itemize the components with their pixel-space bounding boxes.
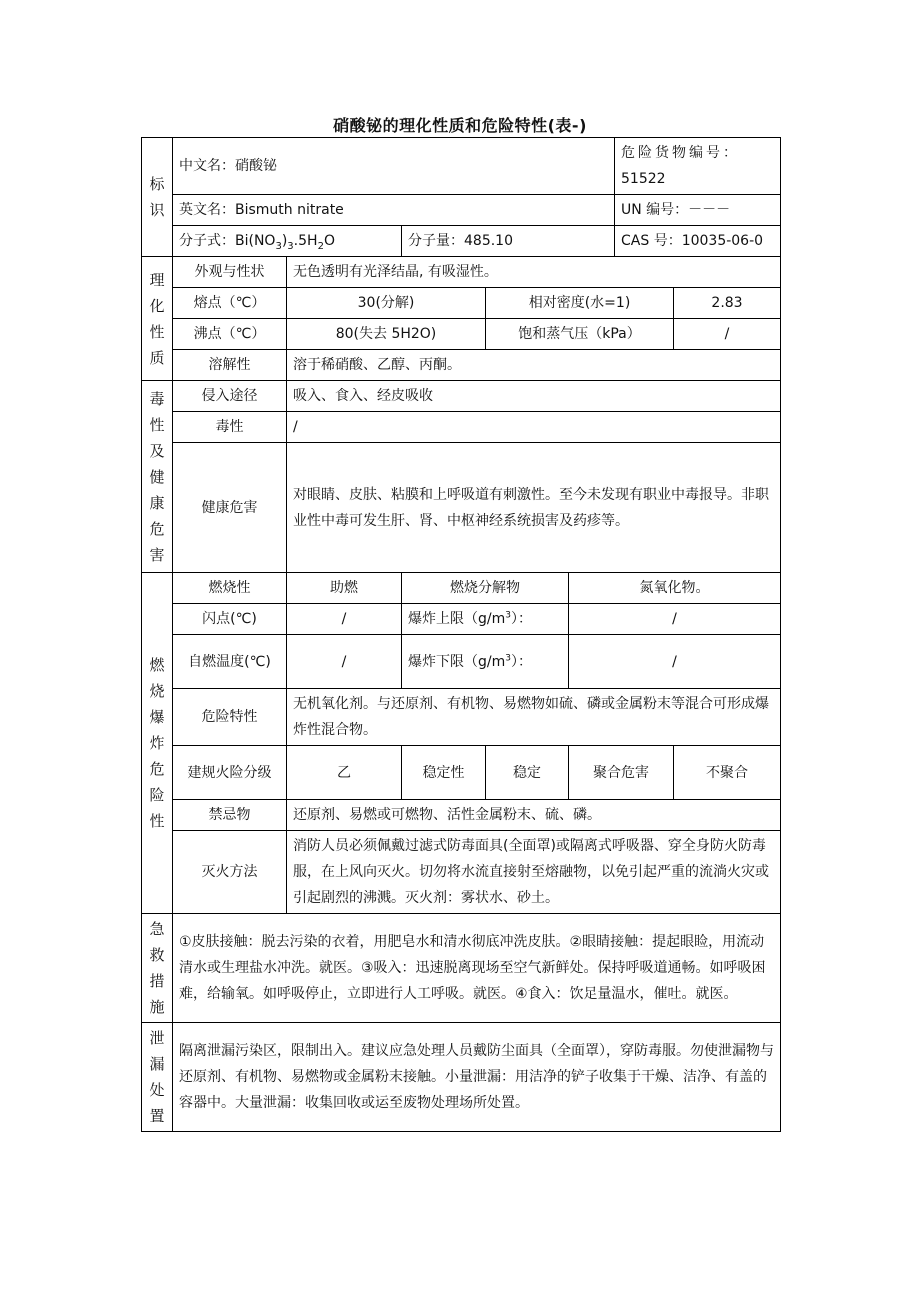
dangerous-goods-no: 危险货物编号： 51522 xyxy=(615,138,781,195)
table-row xyxy=(142,604,781,635)
melting-value: 30(分解) xyxy=(287,288,486,319)
tox-value: / xyxy=(287,412,781,443)
section-leak: 泄 漏 处 置 xyxy=(142,1023,173,1132)
table-row xyxy=(142,831,781,914)
flash-value: / xyxy=(287,604,402,635)
polymer-value: 不聚合 xyxy=(674,746,781,800)
autoignition-label: 自燃温度(℃) xyxy=(173,635,287,689)
table-row xyxy=(142,381,781,412)
combustibility-label: 燃烧性 xyxy=(173,573,287,604)
first-aid-text: ①皮肤接触：脱去污染的衣着，用肥皂水和清水彻底冲洗皮肤。②眼睛接触：提起眼睑，用流动清水或生理盐水冲洗。就医。③吸入：迅速脱离现场至空气新鲜处。保持呼吸道通畅。如呼吸困难，给输氧。如呼吸停止，立即进行人工呼吸。就医。④食入：饮足量温水，催吐。就医。 xyxy=(173,914,781,1023)
section-first-aid: 急 救 措 施 xyxy=(142,914,173,1023)
tox-label: 毒性 xyxy=(173,412,287,443)
incompat-value: 还原剂、易燃或可燃物、活性金属粉末、硫、磷。 xyxy=(287,800,781,831)
hazard-value: 无机氧化剂。与还原剂、有机物、易燃物如硫、磷或金属粉末等混合可形成爆炸性混合物。 xyxy=(287,689,781,746)
mol-weight: 分子量：485.10 xyxy=(402,226,615,257)
table-row xyxy=(142,195,781,226)
vapor-value: / xyxy=(674,319,781,350)
hazard-label: 危险特性 xyxy=(173,689,287,746)
lower-limit-value: / xyxy=(569,635,781,689)
stability-value: 稳定 xyxy=(486,746,569,800)
health-label: 健康危害 xyxy=(173,443,287,573)
decomposition-label: 燃烧分解物 xyxy=(402,573,569,604)
flash-label: 闪点(℃) xyxy=(173,604,287,635)
table-row xyxy=(142,746,781,800)
health-value: 对眼睛、皮肤、粘膜和上呼吸道有刺激性。至今未发现有职业中毒报导。非职业性中毒可发生肝、肾、中枢神经系统损害及药疹等。 xyxy=(287,443,781,573)
stability-label: 稳定性 xyxy=(402,746,486,800)
table-row xyxy=(142,443,781,573)
decomposition-value: 氮氧化物。 xyxy=(569,573,781,604)
route-label: 侵入途径 xyxy=(173,381,287,412)
melting-label: 熔点（℃） xyxy=(173,288,287,319)
fire-class-value: 乙 xyxy=(287,746,402,800)
vapor-label: 饱和蒸气压（kPa） xyxy=(486,319,674,350)
leak-text: 隔离泄漏污染区，限制出入。建议应急处理人员戴防尘面具（全面罩），穿防毒服。勿使泄漏物与还原剂、有机物、易燃物或金属粉末接触。小量泄漏：用洁净的铲子收集于干燥、洁净、有盖的容器中。大量泄漏：收集回收或运至废物处理场所处置。 xyxy=(173,1023,781,1132)
formula: 分子式：$Bi(NO_3)_3.5H_2O$ xyxy=(173,226,402,257)
section-toxicity: 毒 性 及 健 康 危 害 xyxy=(142,381,173,573)
appearance-value: 无色透明有光泽结晶, 有吸湿性。 xyxy=(287,257,781,288)
incompat-label: 禁忌物 xyxy=(173,800,287,831)
solubility-label: 溶解性 xyxy=(173,350,287,381)
appearance-label: 外观与性状 xyxy=(173,257,287,288)
table-row xyxy=(142,635,781,689)
upper-limit-value: / xyxy=(569,604,781,635)
section-fire: 燃 烧 爆 炸 危 险 性 xyxy=(142,573,173,914)
section-identification: 标 识 xyxy=(142,138,173,257)
table-row xyxy=(142,350,781,381)
density-value: 2.83 xyxy=(674,288,781,319)
lower-limit-label: 爆炸下限$(g/m^3)$： xyxy=(402,635,569,689)
cn-name: 中文名：硝酸铋 xyxy=(173,138,615,195)
table-row xyxy=(142,138,781,195)
combustibility-value: 助燃 xyxy=(287,573,402,604)
table-row xyxy=(142,288,781,319)
section-physical: 理 化 性 质 xyxy=(142,257,173,381)
table-row xyxy=(142,257,781,288)
table-row xyxy=(142,226,781,257)
extinguish-value: 消防人员必须佩戴过滤式防毒面具(全面罩)或隔离式呼吸器、穿全身防火防毒服，在上风向灭火。切勿将水流直接射至熔融物，以免引起严重的流淌火灾或引起剧烈的沸溅。灭火剂：雾状水、砂土。 xyxy=(287,831,781,914)
cas-no: CAS 号：10035-06-0 xyxy=(615,226,781,257)
msds-table xyxy=(141,137,781,1132)
autoignition-value: / xyxy=(287,635,402,689)
extinguish-label: 灭火方法 xyxy=(173,831,287,914)
un-no: UN 编号：－－－ xyxy=(615,195,781,226)
fire-class-label: 建规火险分级 xyxy=(173,746,287,800)
solubility-value: 溶于稀硝酸、乙醇、丙酮。 xyxy=(287,350,781,381)
page-title: 硝酸铋的理化性质和危险特性(表-) xyxy=(333,116,587,135)
route-value: 吸入、食入、经皮吸收 xyxy=(287,381,781,412)
en-name: 英文名：Bismuth nitrate xyxy=(173,195,615,226)
table-row xyxy=(142,412,781,443)
table-row xyxy=(142,800,781,831)
table-row xyxy=(142,1023,781,1132)
upper-limit-label: 爆炸上限$(g/m^3)$： xyxy=(402,604,569,635)
table-row xyxy=(142,319,781,350)
table-row xyxy=(142,689,781,746)
density-label: 相对密度(水=1) xyxy=(486,288,674,319)
table-row xyxy=(142,573,781,604)
boiling-value: 80(失去 5H2O) xyxy=(287,319,486,350)
polymer-label: 聚合危害 xyxy=(569,746,674,800)
table-row xyxy=(142,914,781,1023)
boiling-label: 沸点（℃） xyxy=(173,319,287,350)
